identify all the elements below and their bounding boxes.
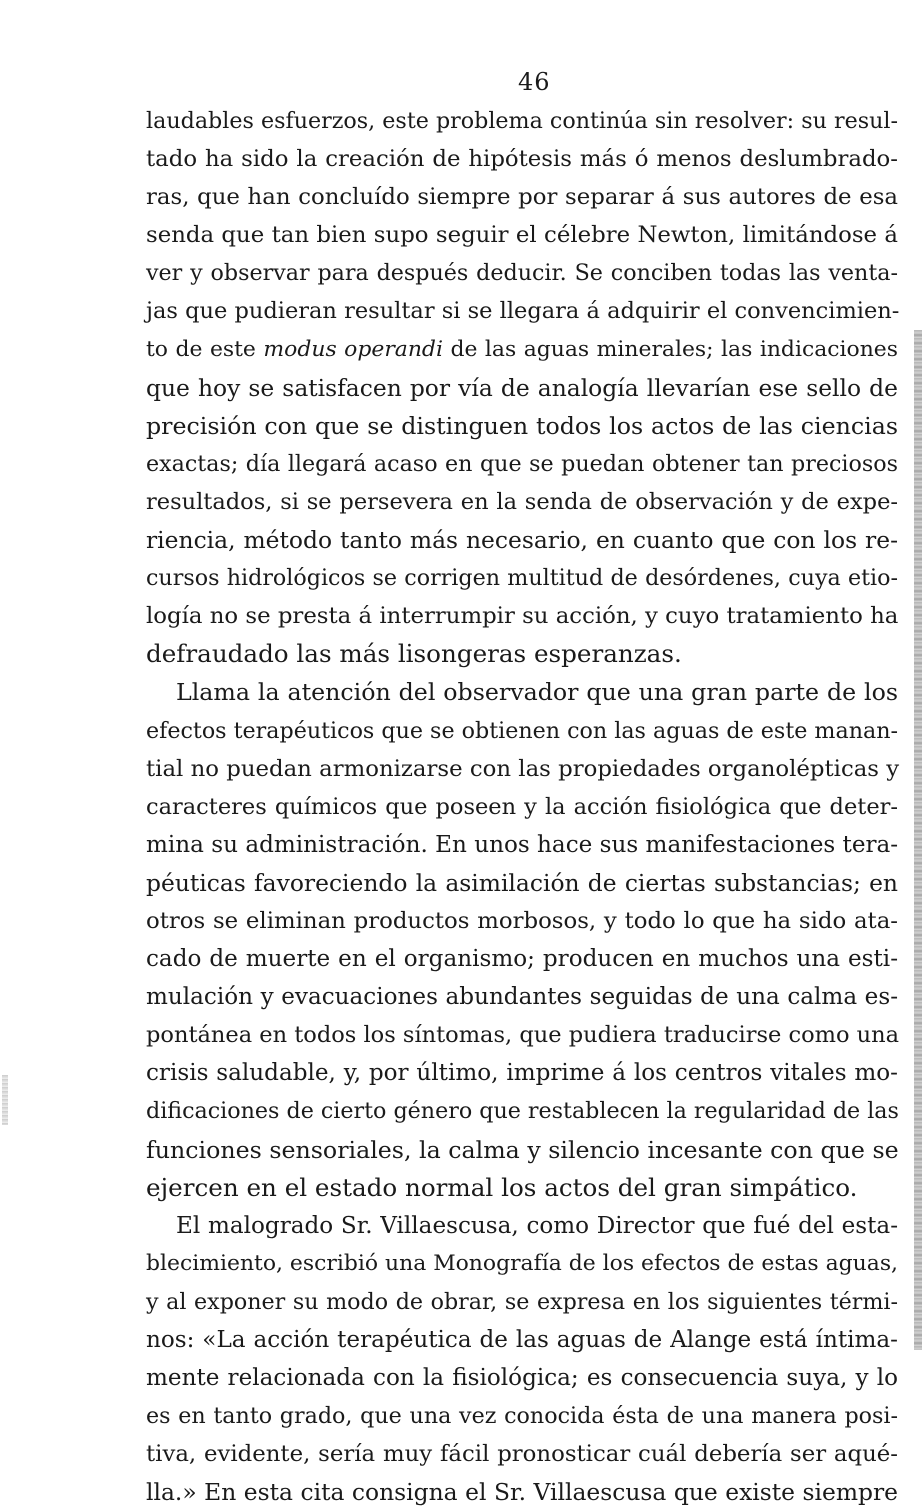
text-line [146,1473,898,1511]
text-line-content: cursos hidrológicos se corrigen multitud de desórdenes, cuya etio- [146,565,898,592]
text-line-content: defraudado las más lisongeras esperanzas. [146,639,682,669]
text-line [146,1397,898,1435]
text-line [146,1054,898,1092]
text-line-content: efectos terapéuticos que se obtienen con las aguas de este manan- [146,717,898,744]
text-line-content: mina su administración. En unos hace sus manifestaciones tera- [146,831,899,858]
text-line [146,1245,898,1283]
text-line [146,521,898,559]
text-line-content: nos: «La acción terapéutica de las aguas de Alange está íntima- [146,1327,898,1353]
text-line [146,559,898,597]
text-line-content: otros se eliminan productos morbosos, y todo lo que ha sido ata- [146,907,898,934]
text-line-content: cado de muerte en el organismo; producen en muchos una esti- [146,946,898,973]
text-line-content: tial no puedan armonizarse con las propiedades organolépticas y [146,755,900,782]
text-line-content: péuticas favoreciendo la asimilación de ciertas substancias; en [146,868,898,897]
text-line-content: tiva, evidente, sería muy fácil pronosticar cuál debería ser aqué- [146,1441,898,1468]
page-number: 46 [518,68,551,96]
text-line [146,902,898,940]
text-line [146,864,898,902]
text-line [146,1207,898,1245]
text-line-content: exactas; día llegará acaso en que se puedan obtener tan preciosos [146,450,898,477]
page-edge-shadow [914,330,922,1350]
italic-phrase: modus operandi [263,336,443,362]
text-line [146,1321,898,1359]
text-line [146,712,898,750]
text-line-content: caracteres químicos que poseen y la acción fisiológica que deter- [146,793,898,820]
text-line [146,1092,898,1130]
text-line-content: precisión con que se distinguen todos los actos de las ciencias [146,411,898,440]
text-line [146,445,898,483]
text-line-content: senda que tan bien supo seguir el célebre Newton, limitándose á [146,222,898,249]
text-line [146,216,898,254]
text-line [146,940,898,978]
text-line [146,1359,898,1397]
text-line [146,178,898,216]
text-line-content: Llama la atención del observador que una gran parte de los [176,678,898,707]
text-line [146,331,898,369]
text-line-content: y al exponer su modo de obrar, se expresa en los siguientes térmi- [146,1288,898,1315]
text-line [146,254,898,292]
text-line [146,1435,898,1473]
text-line-content: jas que pudieran resultar si se llegara á adquirir el convencimien- [146,298,900,325]
text-line-content: ejercen en el estado normal los actos del gran simpático. [146,1172,858,1202]
text-line-content: que hoy se satisfacen por vía de analogía llevarían ese sello de [146,373,898,402]
text-line-content: es en tanto grado, que una vez conocida ésta de una manera posi- [146,1403,898,1430]
margin-speck [2,1075,8,1125]
text-line-content: crisis saludable, y, por último, imprime á los centros vitales mo- [146,1060,898,1087]
text-line [146,140,898,178]
text-line [146,597,898,635]
text-line-content: lla.» En esta cita consigna el Sr. Villaescusa que existe siempre [146,1478,898,1507]
text-line-content: ver y observar para después deducir. Se conciben todas las venta- [146,260,898,287]
text-line [146,369,898,407]
text-line-content: resultados, si se persevera en la senda de observación y de expe- [146,488,898,515]
text-line [146,1169,898,1207]
text-line-content: dificaciones de cierto género que restablecen la regularidad de las [146,1098,899,1125]
text-line-content: funciones sensoriales, la calma y silencio incesante con que se [146,1135,899,1164]
text-line-content: mente relacionada con la fisiológica; es consecuencia suya, y lo [146,1365,898,1392]
text-line-content: El malogrado Sr. Villaescusa, como Director que fué del esta- [176,1212,898,1239]
text-line [146,292,898,330]
text-line-content: mulación y evacuaciones abundantes seguidas de una calma es- [146,984,898,1011]
text-line [146,750,898,788]
text-line [146,673,898,711]
text-line-content: logía no se presta á interrumpir su acción, y cuyo tratamiento ha [146,603,899,630]
text-line [146,635,898,673]
text-line [146,1283,898,1321]
text-line [146,407,898,445]
text-line-continuation: de las aguas minerales; las indicaciones [442,336,898,362]
text-line [146,978,898,1016]
text-line-content: blecimiento, escribió una Monografía de los efectos de estas aguas, [146,1250,899,1276]
text-line-content: pontánea en todos los síntomas, que pudiera traducirse como una [146,1022,900,1049]
text-line [146,826,898,864]
text-line [146,1016,898,1054]
text-line-content: riencia, método tanto más necesario, en cuanto que con los re- [146,526,898,555]
body-text [146,102,898,1511]
text-line [146,102,898,140]
text-line [146,788,898,826]
text-line [146,1131,898,1169]
text-line-content: to de este [146,336,264,362]
text-line-content: ras, que han concluído siempre por separar á sus autores de esa [146,184,898,211]
text-line-content: laudables esfuerzos, este problema continúa sin resolver: su resul- [146,108,898,134]
text-line [146,483,898,521]
text-line-content: tado ha sido la creación de hipótesis más ó menos deslumbrado- [146,146,898,173]
